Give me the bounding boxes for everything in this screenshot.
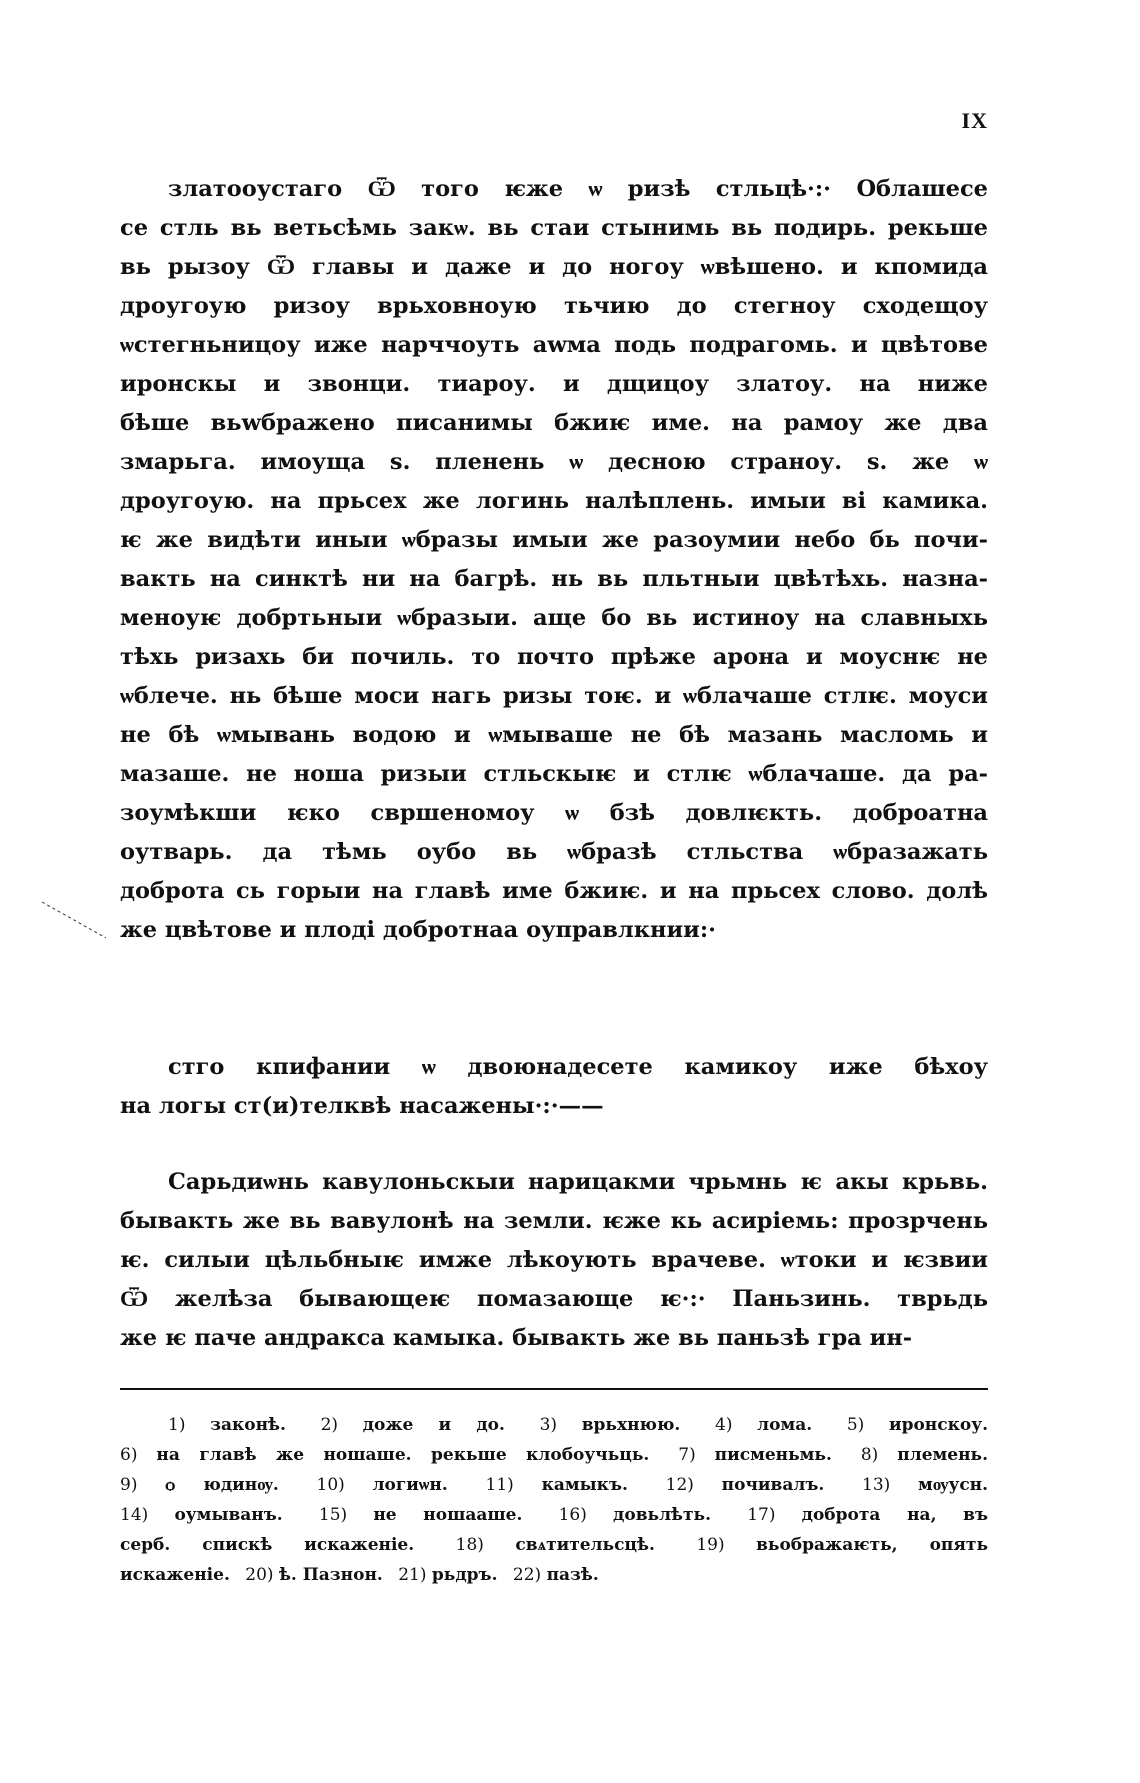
main-paragraph-line: иронскы и звонци. тиароу. и дщицоу златоу. на ниже [120, 371, 988, 397]
footnote-number: 13) [862, 1475, 919, 1495]
footnote-entry [559, 1505, 711, 1525]
page-number: IX [961, 108, 988, 133]
footnote-text: серб. спискѣ искаженіе. [120, 1535, 415, 1555]
main-paragraph-line: мазаше. не ноша ризыи стльскыѥ и стлѥ ѡблачаше. да ра- [120, 761, 988, 787]
footnote-entry [398, 1565, 497, 1585]
footnote-number: 15) [318, 1505, 374, 1525]
footnote-text: иронскоу. [888, 1415, 989, 1435]
footnote-entry [666, 1475, 825, 1495]
footnote-text: лома. [757, 1415, 813, 1435]
footnote-divider [120, 1388, 988, 1390]
paragraph-2-line: Сарьдиѡнь кавулоньскыи нарицакми чрьмнь ѥ акы крьвь. [168, 1169, 988, 1195]
footnote-number: 18) [455, 1535, 516, 1555]
footnote-number: 5) [846, 1415, 889, 1435]
main-paragraph-line: дроугоую ризоу врьховноую тьчию до стегноу сходещоу [120, 293, 988, 319]
main-paragraph-line: зоумѣкши ѥко свршеномоу ѡ бзѣ довлѥкть. доброатна [120, 800, 988, 826]
footnote-entry [120, 1505, 283, 1525]
footnote-number: 2) [320, 1415, 363, 1435]
footnote-entry [540, 1415, 681, 1435]
section-heading [120, 1048, 988, 1126]
footnote-number: 7) [678, 1445, 715, 1465]
footnote-entry [715, 1415, 812, 1435]
paragraph-2-line: бывакть же вь вавулонѣ на земли. ѥже кь асиріемь: прозрчень [120, 1208, 988, 1234]
footnote-text: ѣ. Пазнон. [278, 1565, 383, 1585]
main-paragraph-line: меноуѥ добртьныи ѡбразыи. аще бо вь истиноу на славныхь [120, 605, 988, 631]
footnote-text: ѻ юдинѹ. [165, 1475, 279, 1495]
footnote-entry [513, 1565, 599, 1585]
footnote-line [120, 1500, 988, 1530]
footnote-text: пазѣ. [546, 1565, 599, 1585]
footnote-number: 17) [747, 1505, 802, 1525]
footnote-line [120, 1560, 988, 1590]
footnote-entry [696, 1535, 988, 1555]
footnote-text: довьлѣть. [613, 1505, 711, 1525]
main-paragraph-line: ѥ же видѣти иныи ѡбразы имыи же разоумии небо бь почи- [120, 527, 988, 553]
main-paragraph-line: же цвѣтове и плоді добротнаа оуправлкнии:· [120, 917, 716, 943]
footnote-entry [245, 1565, 383, 1585]
footnote-number: 8) [860, 1445, 898, 1465]
main-paragraph-line: вь рызоу Ѿ главы и даже и до ногоу ѡвѣшено. и кпомида [120, 254, 988, 280]
footnote-entry [861, 1445, 988, 1465]
paragraph-2-line: Ѿ желѣза бывающеѥ помазающе ѥ·:· Паньзинь. тврьдь [120, 1286, 988, 1312]
footnote-text: доже и до. [362, 1415, 505, 1435]
footnote-line [120, 1470, 988, 1500]
footnote-entry [847, 1415, 988, 1435]
footnote-text: искаженіе. [120, 1565, 230, 1585]
second-paragraph [120, 1163, 988, 1358]
heading-line: на логы ст(и)телквѣ насажены·:·—— [120, 1093, 604, 1119]
footnote-line [120, 1410, 988, 1440]
footnote-entry [862, 1475, 988, 1495]
footnote-number: 1) [168, 1415, 211, 1435]
footnote-entry [317, 1475, 448, 1495]
footnote-text: мѹусн. [918, 1475, 989, 1495]
footnote-entry [120, 1475, 279, 1495]
main-paragraph-line: доброта сь горыи на главѣ име бжиѥ. и на прьсех слово. долѣ [120, 878, 988, 904]
footnote-text: законѣ. [210, 1415, 286, 1435]
main-paragraph-line: дроугоую. на прьсех же логинь налѣплень. имыи ві камика. [120, 488, 988, 514]
footnote-entry [678, 1445, 832, 1465]
footnote-text: врьхнюю. [581, 1415, 681, 1435]
footnote-number: 19) [696, 1535, 757, 1555]
footnote-entry [319, 1505, 523, 1525]
main-paragraph-line: златооустаго Ѿ того ѥже ѡ ризѣ стльцѣ·:· Облашесе [168, 176, 988, 202]
paragraph-2-line: ѥ. силыи цѣльбныѥ имже лѣкоують врачеве. ѡтоки и ѥзвии [120, 1247, 988, 1273]
footnote-text: камыкъ. [541, 1475, 628, 1495]
footnote-entry [120, 1565, 230, 1585]
footnote-text: почивалъ. [721, 1475, 825, 1495]
footnote-number: 4) [715, 1415, 758, 1435]
footnote-text: доброта на, въ [801, 1505, 989, 1525]
footnote-line [120, 1440, 988, 1470]
footnote-text: писменьмь. [714, 1445, 832, 1465]
footnote-text: на главѣ же ношаше. рекьше клобоучьць. [156, 1445, 650, 1465]
footnote-number: 6) [120, 1445, 157, 1465]
footnote-text: рьдръ. [431, 1565, 498, 1585]
footnote-number: 16) [558, 1505, 614, 1525]
main-paragraph-line: оутварь. да тѣмь оубо вь ѡбразѣ стльства ѡбразажать [120, 839, 988, 865]
footnote-entry [120, 1535, 414, 1555]
main-paragraph-line: тѣхь ризахь би почиль. то почто прѣже арона и моуснѥ не [120, 644, 988, 670]
main-paragraph-line: ѡблече. нь бѣше моси нагь ризы тоѥ. и ѡблачаше стлѥ. моуси [120, 683, 988, 709]
footnote-entry [486, 1475, 628, 1495]
footnote-number: 12) [665, 1475, 722, 1495]
footnote-text: вьображаѥть, опять [756, 1535, 988, 1555]
main-paragraph-line: вакть на синктѣ ни на багрѣ. нь вь пльтныи цвѣтѣхь. назна- [120, 566, 988, 592]
footnote-number: 10) [316, 1475, 373, 1495]
footnote-text: племень. [897, 1445, 988, 1465]
footnote-number: 21) [398, 1565, 432, 1585]
main-paragraph-line: се стль вь ветьсѣмь закѡ. вь стаи стынимь вь подирь. рекьше [120, 215, 988, 241]
main-paragraph-line: не бѣ ѡмывань водою и ѡмываше не бѣ мазань масломь и [120, 722, 988, 748]
main-paragraph [120, 170, 988, 950]
margin-mark [40, 898, 110, 944]
footnote-text: не ношааше. [373, 1505, 523, 1525]
footnote-number: 9) [120, 1475, 166, 1495]
footnote-number: 20) [245, 1565, 279, 1585]
footnote-line [120, 1530, 988, 1560]
footnote-text: свѧтительсцѣ. [515, 1535, 655, 1555]
paragraph-2-line: же ѥ паче андракса камыка. бывакть же вь паньзѣ гра ин- [120, 1325, 913, 1351]
footnote-text: логиѡн. [372, 1475, 448, 1495]
footnote-number: 14) [120, 1505, 175, 1525]
footnote-text: оумыванъ. [174, 1505, 283, 1525]
footnote-number: 22) [512, 1565, 547, 1585]
footnote-entry [120, 1445, 649, 1465]
main-paragraph-line: змарьга. имоуща ѕ. пленень ѡ десною страноу. ѕ. же ѡ [120, 449, 988, 475]
footnote-entry [168, 1415, 286, 1435]
main-paragraph-line: бѣше вьwбражено писанимы бжиѥ име. на рамоу же два [120, 410, 988, 436]
footnotes [120, 1410, 988, 1590]
heading-line: стго кпифании ѡ двоюнадесете камикоу иже бѣхоу [168, 1054, 988, 1080]
footnote-entry [747, 1505, 988, 1525]
footnote-number: 11) [485, 1475, 542, 1495]
main-paragraph-line: ѡстегньницоу иже нарччоуть аwма подь подрагомь. и цвѣтове [120, 332, 988, 358]
footnote-entry [321, 1415, 505, 1435]
footnote-number: 3) [539, 1415, 582, 1435]
footnote-entry [456, 1535, 655, 1555]
